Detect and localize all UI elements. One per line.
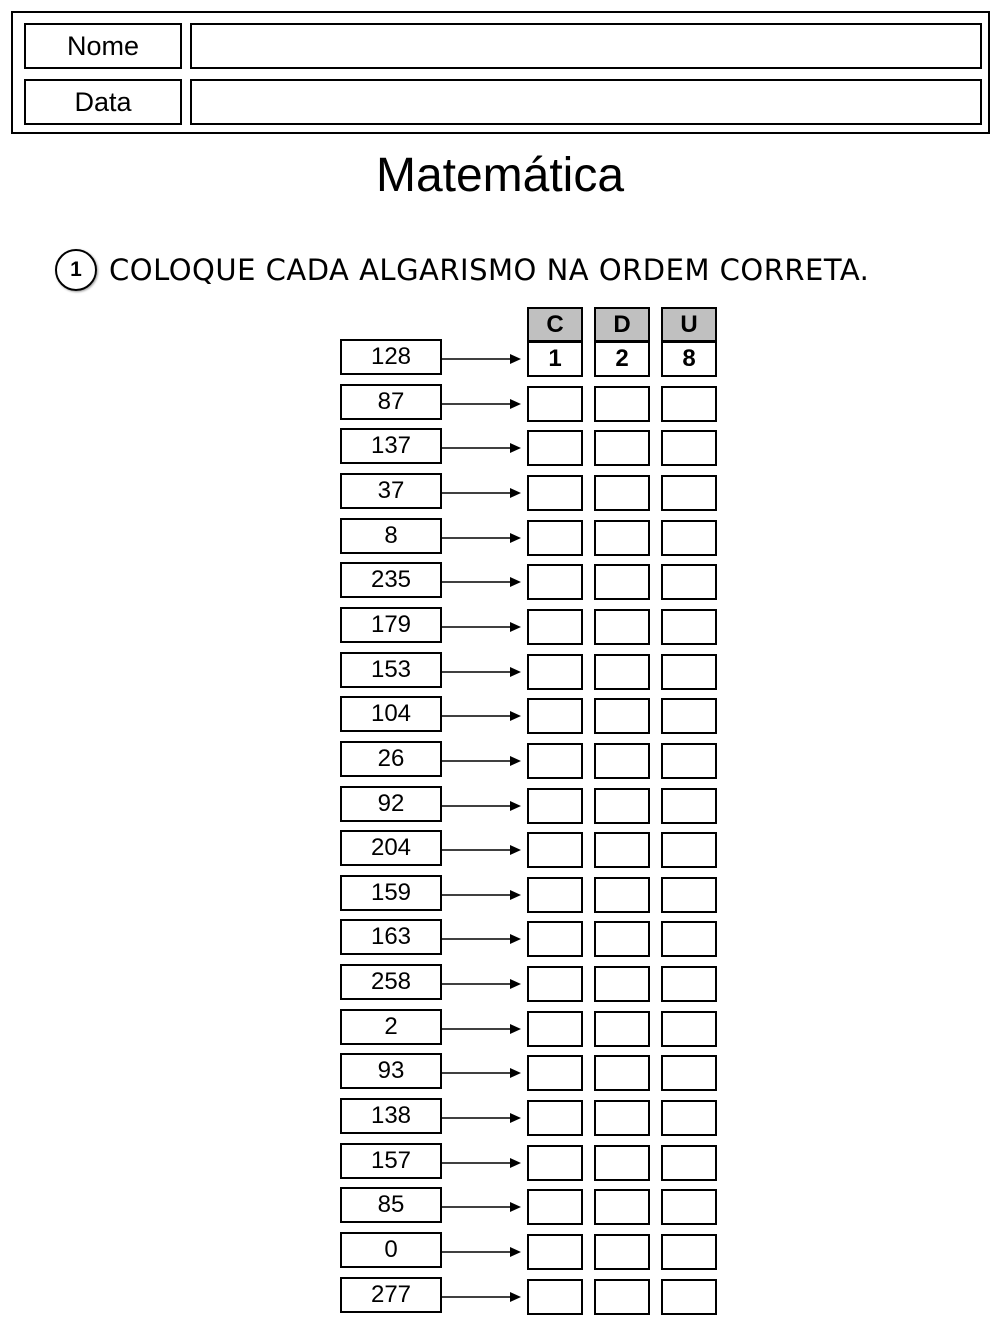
number-box: 128 (340, 339, 442, 375)
answer-cell-u[interactable] (661, 1279, 717, 1315)
answer-cell-u[interactable] (661, 1234, 717, 1270)
answer-cell-u[interactable] (661, 966, 717, 1002)
answer-cell-u[interactable] (661, 1145, 717, 1181)
name-label: Nome (24, 23, 182, 69)
answer-cell-d[interactable] (594, 1234, 650, 1270)
answer-cell-d[interactable] (594, 520, 650, 556)
answer-cell-u[interactable] (661, 564, 717, 600)
number-box: 138 (340, 1098, 442, 1134)
answer-cell-c[interactable] (527, 520, 583, 556)
answer-cell-u[interactable] (661, 386, 717, 422)
answer-cell-d[interactable] (594, 564, 650, 600)
arrow-right-icon (442, 397, 522, 411)
number-box: 153 (340, 652, 442, 688)
number-box: 87 (340, 384, 442, 420)
number-box: 37 (340, 473, 442, 509)
answer-cell-u[interactable] (661, 1100, 717, 1136)
arrow-right-icon (442, 888, 522, 902)
answer-cell-c[interactable] (527, 475, 583, 511)
arrow-right-icon (442, 977, 522, 991)
answer-cell-c[interactable] (527, 832, 583, 868)
answer-cell-u[interactable] (661, 877, 717, 913)
number-box: 8 (340, 518, 442, 554)
answer-cell-d[interactable] (594, 966, 650, 1002)
number-box: 137 (340, 428, 442, 464)
answer-cell-c[interactable] (527, 966, 583, 1002)
number-box: 92 (340, 786, 442, 822)
name-field[interactable] (190, 23, 982, 69)
answer-cell-u[interactable] (661, 609, 717, 645)
answer-cell-u[interactable] (661, 788, 717, 824)
arrow-right-icon (442, 486, 522, 500)
answer-cell-d[interactable] (594, 386, 650, 422)
number-box: 93 (340, 1053, 442, 1089)
answer-cell-d[interactable] (594, 1189, 650, 1225)
answer-cell-c[interactable] (527, 698, 583, 734)
answer-cell-d[interactable] (594, 609, 650, 645)
arrow-right-icon (442, 932, 522, 946)
answer-cell-c[interactable] (527, 1011, 583, 1047)
answer-cell-c[interactable] (527, 1189, 583, 1225)
answer-cell-d[interactable] (594, 1279, 650, 1315)
answer-cell-d[interactable] (594, 788, 650, 824)
answer-cell-d[interactable] (594, 1145, 650, 1181)
date-field[interactable] (190, 79, 982, 125)
arrow-right-icon (442, 352, 522, 366)
answer-cell-c[interactable] (527, 1279, 583, 1315)
number-box: 277 (340, 1277, 442, 1313)
arrow-right-icon (442, 1200, 522, 1214)
answer-cell-d[interactable]: 2 (594, 341, 650, 377)
answer-cell-d[interactable] (594, 1055, 650, 1091)
answer-cell-c[interactable] (527, 564, 583, 600)
arrow-right-icon (442, 1066, 522, 1080)
answer-cell-u[interactable] (661, 743, 717, 779)
answer-cell-u[interactable] (661, 1189, 717, 1225)
question-heading (55, 248, 869, 292)
arrow-right-icon (442, 575, 522, 589)
answer-cell-u[interactable] (661, 698, 717, 734)
number-box: 204 (340, 830, 442, 866)
arrow-right-icon (442, 709, 522, 723)
number-box: 159 (340, 875, 442, 911)
answer-cell-c[interactable] (527, 877, 583, 913)
answer-cell-c[interactable] (527, 1055, 583, 1091)
answer-cell-c[interactable] (527, 430, 583, 466)
answer-cell-c[interactable] (527, 654, 583, 690)
answer-cell-c[interactable] (527, 921, 583, 957)
arrow-right-icon (442, 620, 522, 634)
number-box: 2 (340, 1009, 442, 1045)
arrow-right-icon (442, 1156, 522, 1170)
question-text: COLOQUE CADA ALGARISMO NA ORDEM CORRETA. (109, 253, 870, 287)
page-title: Matemática (375, 149, 625, 202)
answer-cell-d[interactable] (594, 1011, 650, 1047)
answer-cell-c[interactable] (527, 1145, 583, 1181)
arrow-right-icon (442, 665, 522, 679)
answer-cell-d[interactable] (594, 430, 650, 466)
arrow-right-icon (442, 531, 522, 545)
column-header-c: C (527, 307, 583, 342)
arrow-right-icon (442, 1022, 522, 1036)
number-box: 235 (340, 562, 442, 598)
answer-cell-u[interactable] (661, 654, 717, 690)
answer-cell-c[interactable]: 1 (527, 341, 583, 377)
column-header-u: U (661, 307, 717, 342)
arrow-right-icon (442, 1111, 522, 1125)
answer-cell-u[interactable] (661, 1055, 717, 1091)
number-box: 26 (340, 741, 442, 777)
number-box: 179 (340, 607, 442, 643)
answer-cell-u[interactable] (661, 520, 717, 556)
arrow-right-icon (442, 1290, 522, 1304)
answer-cell-c[interactable] (527, 788, 583, 824)
answer-cell-d[interactable] (594, 877, 650, 913)
answer-cell-d[interactable] (594, 698, 650, 734)
answer-cell-u[interactable] (661, 475, 717, 511)
number-box: 0 (340, 1232, 442, 1268)
answer-cell-u[interactable] (661, 430, 717, 466)
answer-cell-d[interactable] (594, 654, 650, 690)
number-box: 157 (340, 1143, 442, 1179)
date-label: Data (24, 79, 182, 125)
answer-cell-c[interactable] (527, 386, 583, 422)
question-number: 1 (55, 249, 97, 291)
arrow-right-icon (442, 441, 522, 455)
answer-cell-d[interactable] (594, 1100, 650, 1136)
answer-cell-u[interactable] (661, 832, 717, 868)
answer-cell-u[interactable] (661, 1011, 717, 1047)
number-box: 104 (340, 696, 442, 732)
answer-cell-c[interactable] (527, 743, 583, 779)
answer-cell-c[interactable] (527, 1234, 583, 1270)
number-box: 85 (340, 1187, 442, 1223)
answer-cell-u[interactable]: 8 (661, 341, 717, 377)
answer-cell-c[interactable] (527, 609, 583, 645)
answer-cell-u[interactable] (661, 921, 717, 957)
number-box: 163 (340, 919, 442, 955)
arrow-right-icon (442, 1245, 522, 1259)
arrow-right-icon (442, 843, 522, 857)
answer-cell-d[interactable] (594, 921, 650, 957)
arrow-right-icon (442, 799, 522, 813)
arrow-right-icon (442, 754, 522, 768)
answer-cell-c[interactable] (527, 1100, 583, 1136)
column-header-d: D (594, 307, 650, 342)
answer-cell-d[interactable] (594, 832, 650, 868)
answer-cell-d[interactable] (594, 743, 650, 779)
answer-cell-d[interactable] (594, 475, 650, 511)
header-box (11, 11, 990, 134)
number-box: 258 (340, 964, 442, 1000)
